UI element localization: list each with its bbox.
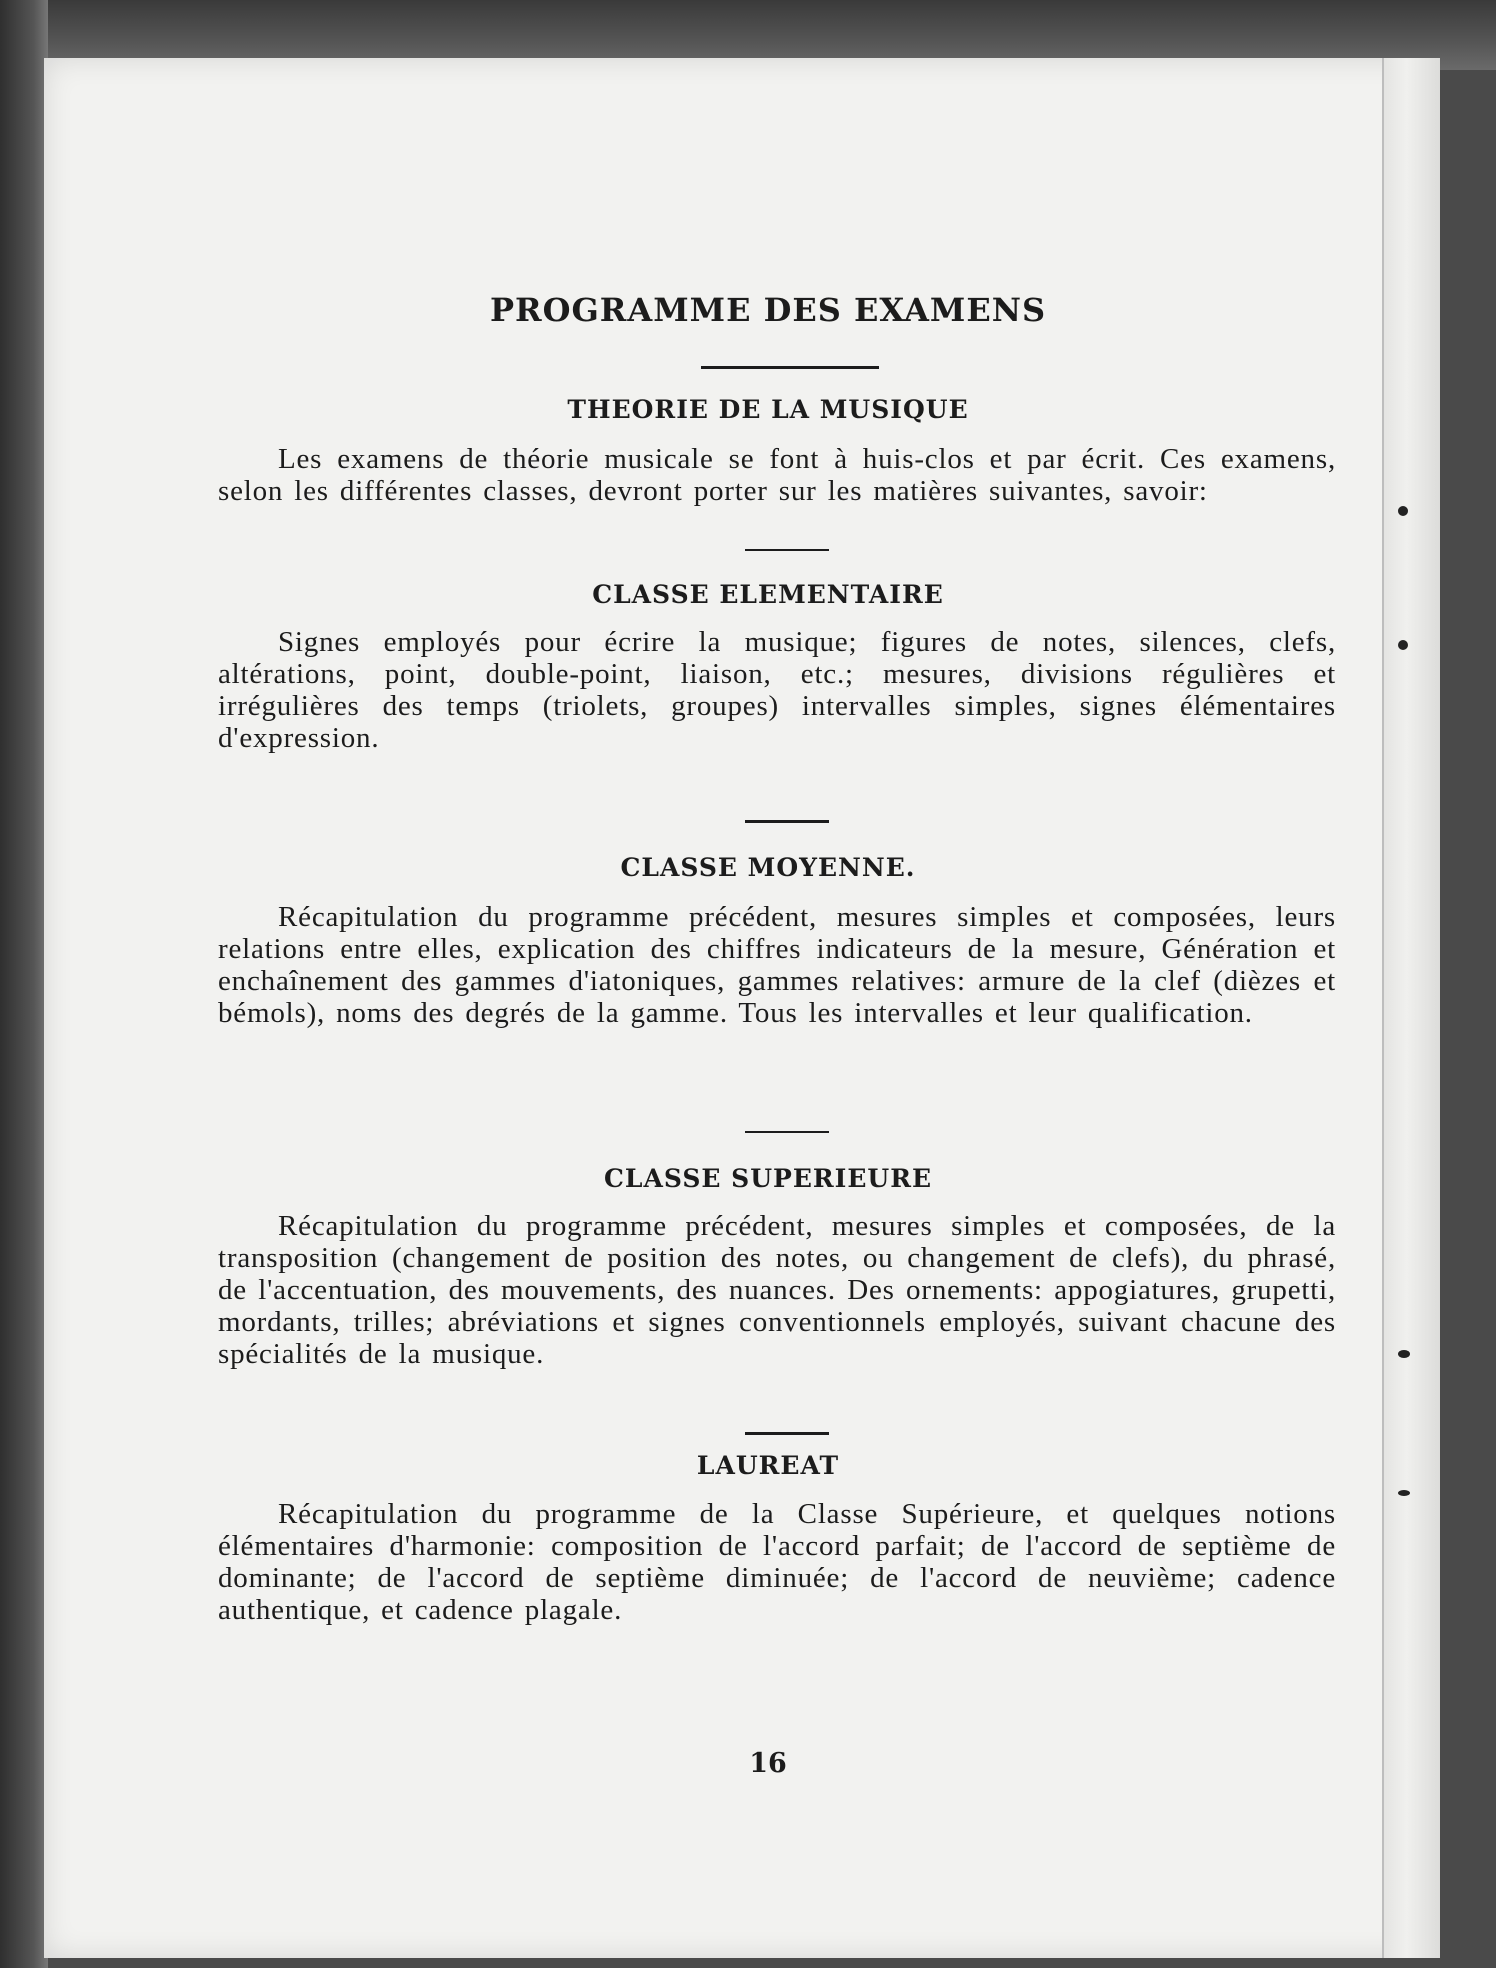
section-heading-moyenne: CLASSE MOYENNE. <box>620 853 916 882</box>
section-text-elementaire: Signes employés pour écrire la musique; figures de notes, silences, clefs, altérations, point, double-point, liaison, etc.; mesures, divisions régulières et irrégulières des temps (triolets, groupes) intervalles simples, signes élémentaires d'expression. <box>218 626 1336 754</box>
edge-dot <box>1398 1350 1410 1358</box>
page-title: PROGRAMME DES EXAMENS <box>489 291 1047 329</box>
edge-dot <box>1398 1490 1410 1496</box>
section-divider <box>745 549 829 551</box>
section-text-theorie: Les examens de théorie musicale se font à huis-clos et par écrit. Ces examens, selon les différentes classes, devront porter sur les matières suivantes, savoir: <box>218 443 1336 507</box>
section-heading-laureat: LAUREAT <box>696 1451 840 1480</box>
edge-dot <box>1398 640 1408 650</box>
section-heading-elementaire: CLASSE ELEMENTAIRE <box>592 580 944 609</box>
section-text-laureat: Récapitulation du programme de la Classe Supérieure, et quelques notions élémentaires d'harmonie: composition de l'accord parfait; de l'accord de septième de dominante; de l'accord de septième diminuée; de l'accord de neuvième; cadence authentique, et cadence plagale. <box>218 1498 1336 1626</box>
section-text-superieure: Récapitulation du programme précédent, mesures simples et composées, de la transposition (changement de position des notes, ou changement de clefs), du phrasé, de l'accentuation, des mouvements, des nuances. Des ornements: appogiatures, grupetti, mordants, trilles; abréviations et signes conventionnels employés, suivant chacune des spécialités de la musique. <box>218 1210 1336 1370</box>
section-text-moyenne: Récapitulation du programme précédent, mesures simples et composées, leurs relations entre elles, explication des chiffres indicateurs de la mesure, Génération et enchaînement des gammes d'iatoniques, gammes relatives: armure de la clef (dièzes et bémols), noms des degrés de la gamme. Tous les intervalles et leur qualification. <box>218 901 1336 1029</box>
section-heading-theorie: THEORIE DE LA MUSIQUE <box>567 395 969 424</box>
section-divider <box>745 1432 829 1435</box>
next-page-edge <box>1382 58 1440 1958</box>
section-divider <box>745 820 829 823</box>
section-heading-superieure: CLASSE SUPERIEURE <box>603 1164 933 1193</box>
title-divider <box>701 366 879 369</box>
page-number: 16 <box>749 1748 787 1779</box>
scan-background-left <box>0 0 48 1968</box>
edge-dot <box>1398 506 1408 516</box>
section-divider <box>745 1131 829 1133</box>
document-page <box>44 58 1440 1958</box>
